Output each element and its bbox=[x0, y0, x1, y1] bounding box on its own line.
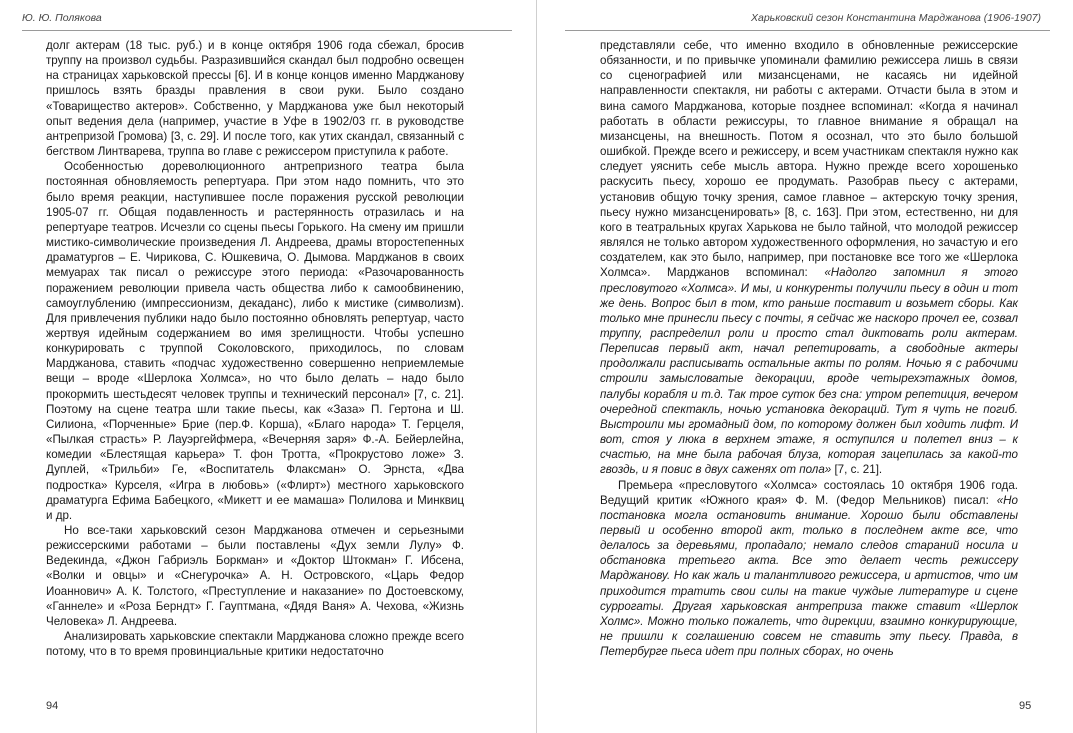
right-page bbox=[537, 0, 1073, 733]
paragraph-text: Премьера «пресловутого «Холмса» состоялась 10 октября 1906 года. Ведущий критик «Южного края» Ф. М. (Федор Мельников) писал: bbox=[600, 478, 1018, 507]
right-running-header: Харьковский сезон Константина Марджанова (1906-1907) bbox=[751, 12, 1041, 24]
paragraph: Анализировать харьковские спектакли Марджанова сложно прежде всего потому, что в то время провинциальные критики недостаточно bbox=[46, 630, 464, 659]
citation: [7, с. 21]. bbox=[831, 463, 883, 477]
paragraph: долг актерам (18 тыс. руб.) и в конце октября 1906 года сбежал, бросив труппу на произвол судьбы. Разразившийся скандал был подробно освещен на страницах харьковской прессы [6]. И в конце концов именно Марджанову пришлось взять бразды правления в свои руки. Было создано «Товарищество актеров». Собственно, у Марджанова уже был некоторый опыт ведения дела (например, участие в Уфе в 1902/03 гг. в руководстве антрепризой Громова) [3, с. 29]. И после того, как утих скандал, связанный с бегством Линтварева, труппа во главе с режиссером приступила к работе. bbox=[46, 39, 464, 159]
memoir-quote: «Надолго запомнил я этого пресловутого «Холмса». И мы, и конкуренты получили пьесу в один и тот же день. Вопрос был в том, кто раньше поставит и возьмет сборы. Как только мне принесли пьесу с почты, я сейчас же наскоро прочел ее, созвал труппу, распределил роли и просто стал диктовать роли актерам. Переписав первый акт, начал репетировать, а свободные актеры продолжали расписывать остальные акты по ролям. Ночью я с рабочими строили замысловатые декорации, вроде четырехэтажных домов, палубы корабля и т.д. Так трое суток без сна: утром репетиция, вечером очередной спектакль, ночью установка декораций. Тут я чуть не погиб. Выстроили мы громадный дом, по которому должен был ходить лифт. И вот, стоя у люка в верхнем этаже, я оступился и полетел вниз – к счастью, на мне была рабочая блуза, которая зацепилась за какой-то гвоздь, и я повис в двух саженях от пола» bbox=[600, 266, 1019, 477]
paragraph: Но все-таки харьковский сезон Марджанова отмечен и серьезными режиссерскими работами – были поставлены «Дух земли Лулу» Ф. Ведекинда, «Джон Габриэль Боркман» и «Доктор Штокман» Г. Ибсена, «Волки и овцы» и «Снегурочка» А. Н. Островского, «Царь Федор Иоаннович» А. К. Толстого, «Преступление и наказание» по Достоевскому, «Ганнеле» и «Роза Берндт» Г. Гауптмана, «Дядя Ваня» А. Чехова, «Жизнь Человека» Л. Андреева. bbox=[46, 524, 464, 628]
paragraph bbox=[600, 478, 1018, 660]
left-page bbox=[0, 0, 536, 733]
right-page-body bbox=[600, 38, 1018, 659]
paragraph: Особенностью дореволюционного антрепризного театра была постоянная обновляемость репертуара. При этом надо помнить, что это было время реакции, наступившее после поражения русской революции 1905-07 гг. Общая подавленность и растерянность отразилась и на репертуаре театров. Исчезли со сцены пьесы Горького. На смену им пришли мистико-символические произведения Л. Андреева, драмы второстепенных драматургов – Е. Чирикова, С. Юшкевича, О. Дымова. Марджанов в своих мемуарах так писал о режиссуре этого периода: «Разочарованность поражением революции привела часть общества либо к самообвинению, самоуглублению (импрессионизм, декаданс), либо к мистике (символизм). Для привлечения публики надо было постоянно обновлять репертуар, часто жертвуя идейным содержанием во имя зрелищности. Чтобы успешно конкурировать с труппой Соколовского, приходилось, по словам Марджанова, ставить «подчас художественно совершенно неприемлемые вещи – вроде «Шерлока Холмса», но что было делать – надо было прокормить шестьдесят человек труппы и технический персонал» [7, с. 21]. Поэтому на сцене театра шли такие пьесы, как «Заза» П. Гертона и Ш. Силиона, «Порченные» Бриe (пер.Ф. Корша), «Благо народа» Т. Герцеля, «Пылкая страсть» Р. Лауэргейфмера, «Вечерняя заря» Ф.-А. Бейерлейна, комедии «Блестящая карьера» Т. фон Тротта, «Прокрустово ложе» З. Дуплей, «Трильби» Ге, «Воспитатель Флаксман» О. Эрнста, «Два подростка» Курселя, «Игра в любовь» («Флирт») местного харьковского драматурга Ефима Бабецкого, «Микетт и ее мамаша» Полилова и Минквиц и др. bbox=[46, 160, 464, 522]
paragraph-text: представляли себе, что именно входило в обновленные режиссерские обязанности, и по привычке упоминали фамилию режиссера лишь в связи со сценографией или мизансценами, не касаясь ни идейной направленности спектакля, ни работы с актерами. Отчасти была в этом и вина самого Марджанова, которые позднее вспоминал: «Когда я начинал работать в области режиссуры, то главное внимание я обращал на мизансцены, на внешность. Потом я осознал, что это было большой ошибкой. Прежде всего и режиссеру, и всем участникам спектакля нужно как следует уяснить себе мысль автора. Нужно прежде всего хорошенько раскусить пьесу, хорошо ее продумать. Разобрав пьесу с актерами, установив общую точку зрения, самое главное – актерскую точку зрения, пьесу нужно мизансценировать» [8, с. 163]. При этом, естественно, ни для кого в театральных кругах Харькова не было тайной, что молодой режиссер являлся не только автором художественного оформления, но зачастую и его создателем, как это было, например, при постановке все того же «Шерлока Холмса». Марджанов вспоминал: bbox=[600, 39, 1018, 280]
left-running-header: Ю. Ю. Полякова bbox=[22, 12, 102, 24]
left-header-rule bbox=[22, 30, 512, 31]
right-header-rule bbox=[565, 30, 1050, 31]
left-page-number: 94 bbox=[46, 700, 59, 712]
left-page-body bbox=[46, 38, 464, 659]
review-quote: «Но постановка могла остановить внимание. Хорошо были обставлены первый и особенно второй акт, только в последнем акте все, что делалось за деревьями, пропадало; немало следов стараний носила и обстановка третьего акта. Все это делает честь режиссеру Марджанову. Но как жаль и талантливого режиссера, и артистов, что им приходится тратить свои силы на такие чуждые литературе и сцене суррогаты. Другая харьковская антреприза также ставит «Шерлок Холмс». Можно только пожалеть, что дирекции, взаимно конкурирующие, не пришли к соглашению совсем не ставить эту пьесу. Правда, в Петербурге пьеса идет при полных сборах, но очень bbox=[600, 493, 1018, 659]
paragraph bbox=[600, 38, 1018, 478]
right-page-number: 95 bbox=[1019, 700, 1032, 712]
